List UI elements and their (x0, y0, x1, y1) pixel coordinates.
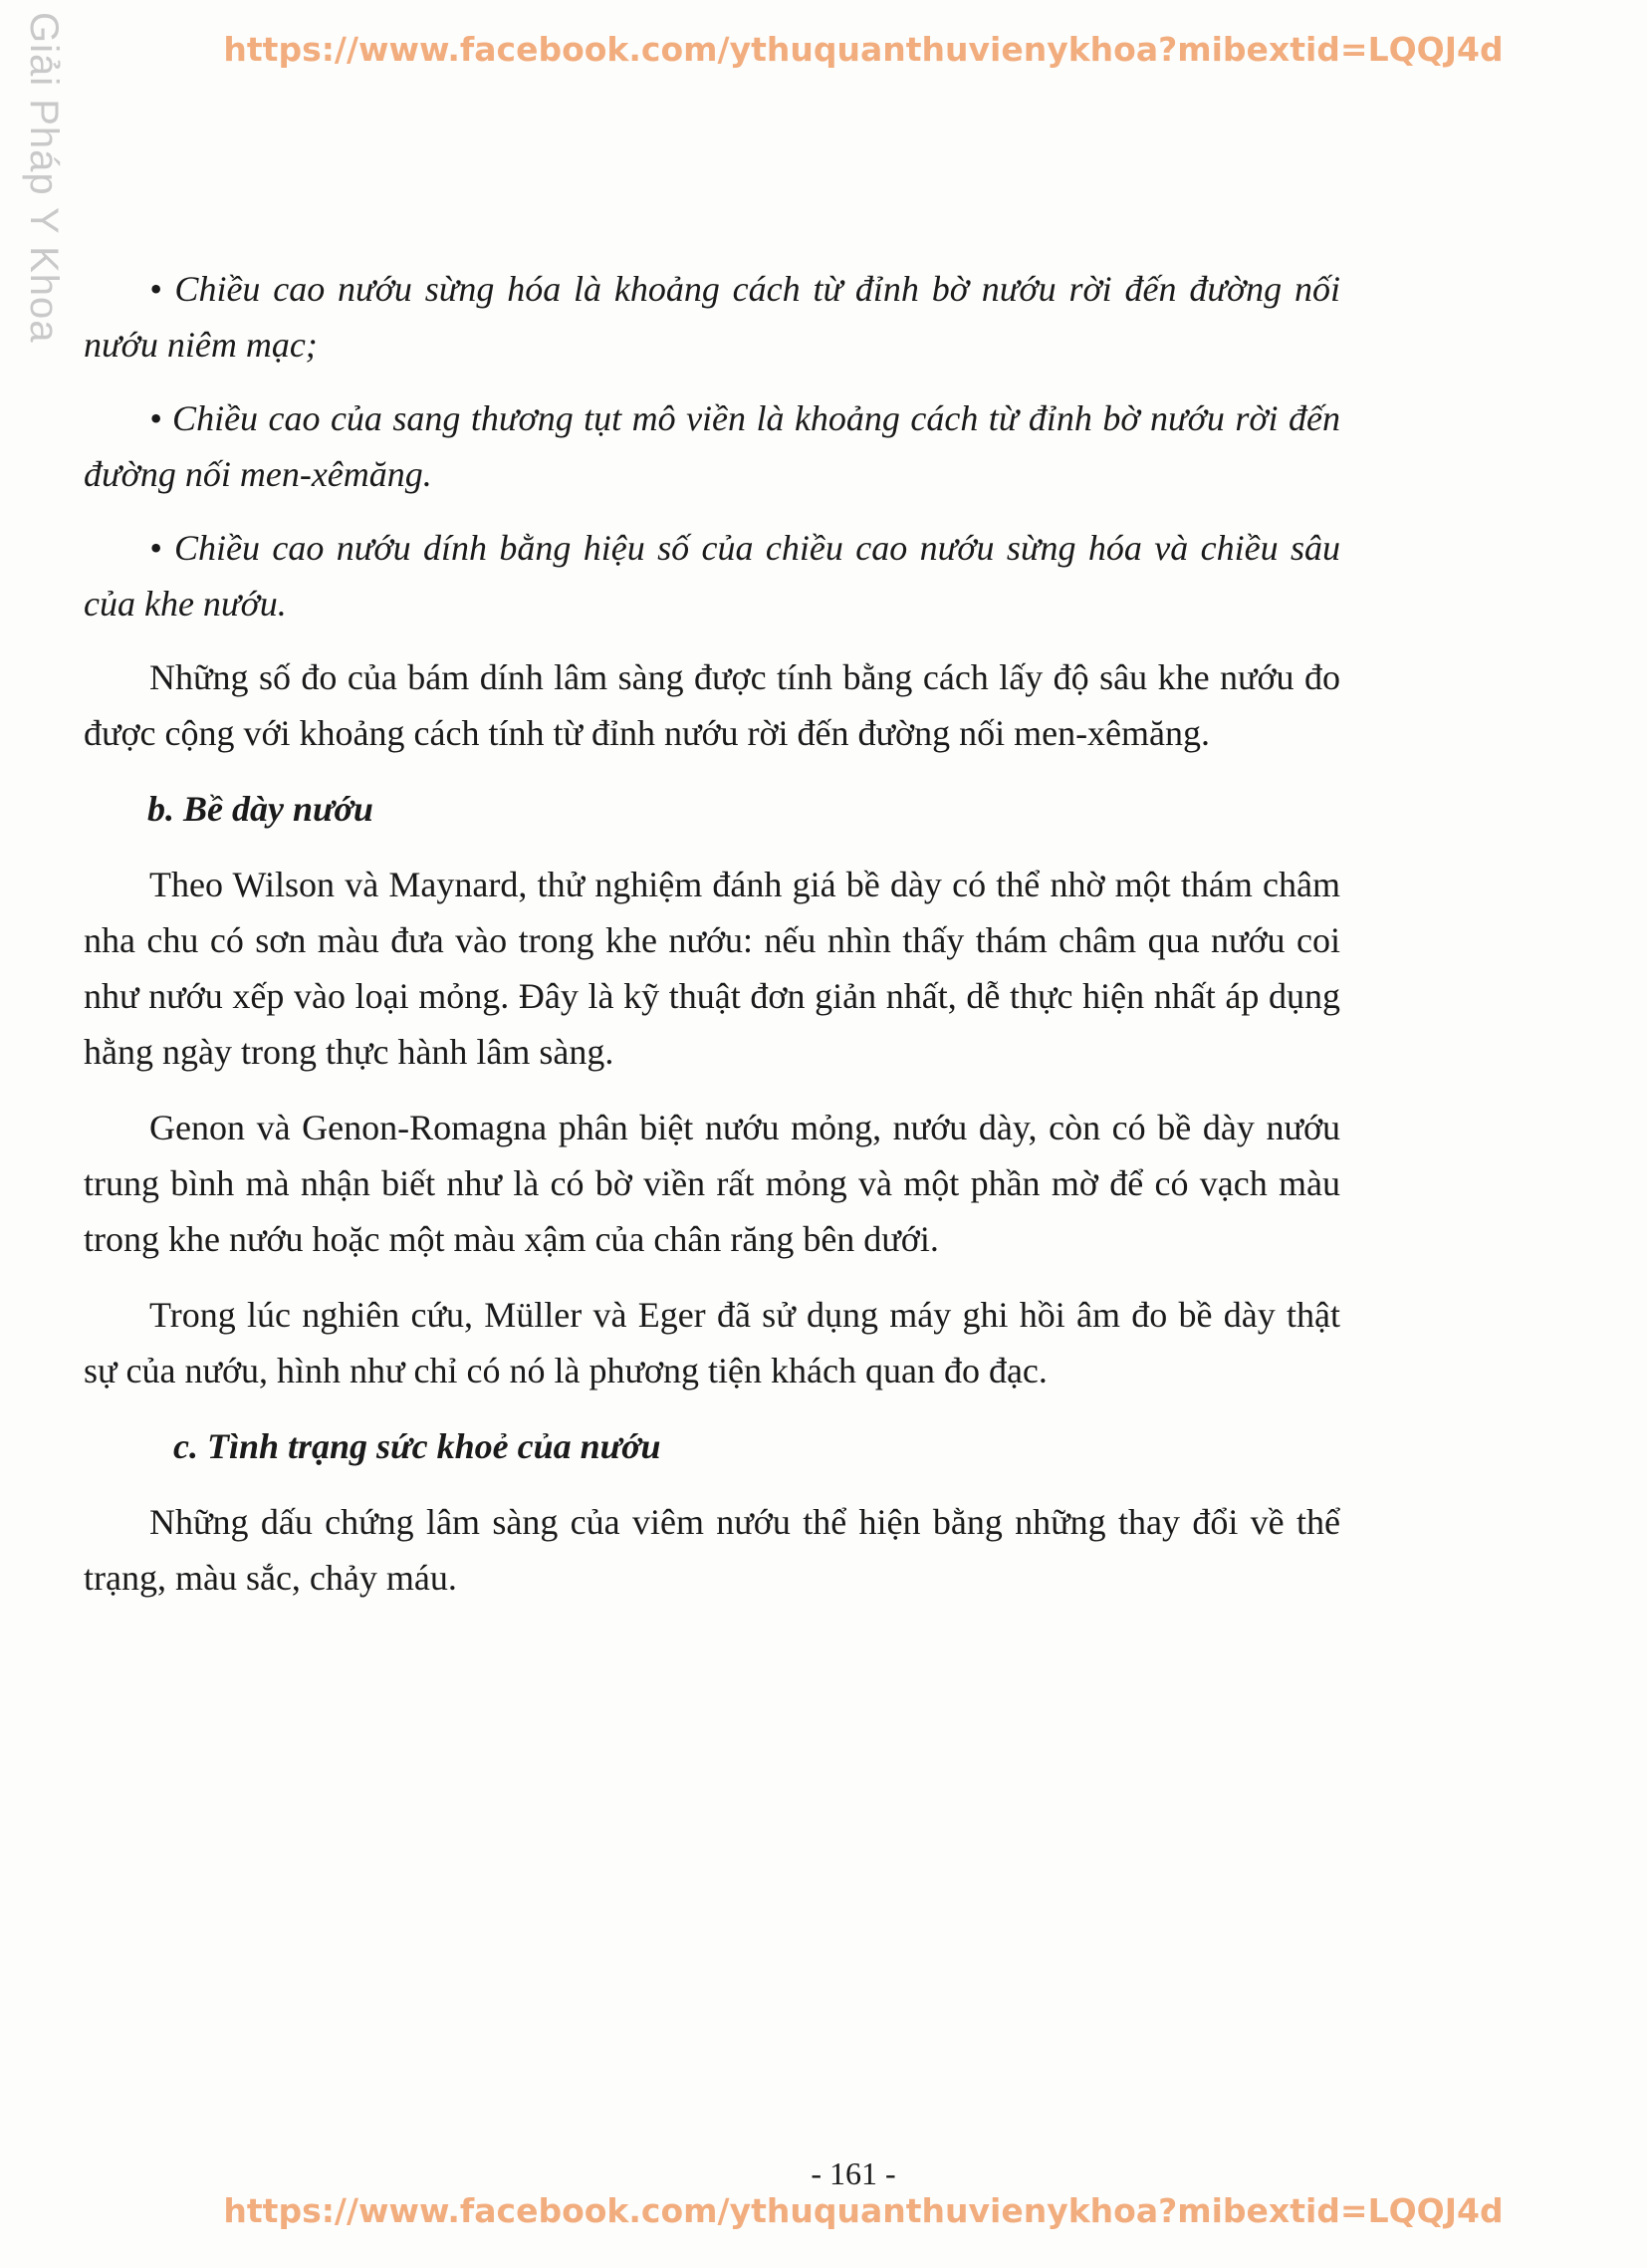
body-paragraph: Những số đo của bám dính lâm sàng được tính bằng cách lấy độ sâu khe nướu đo được cộng với khoảng cách tính từ đỉnh nướu rời đến đường nối men-xêmăng. (84, 657, 1340, 753)
body-paragraph: Genon và Genon-Romagna phân biệt nướu mỏng, nướu dày, còn có bề dày nướu trung bình mà nhận biết như là có bờ viền rất mỏng và một phần mờ để có vạch màu trong khe nướu hoặc một màu xậm của chân răng bên dưới. (84, 1108, 1340, 1259)
bullet-item: • Chiều cao nướu sừng hóa là khoảng cách từ đỉnh bờ nướu rời đến đường nối nướu niêm mạc; (84, 269, 1340, 365)
body-paragraph: Trong lúc nghiên cứu, Müller và Eger đã sử dụng máy ghi hồi âm đo bề dày thật sự của nướu, hình như chỉ có nó là phương tiện khách quan đo đạc. (84, 1295, 1340, 1390)
watermark-link-top[interactable]: https://www.facebook.com/ythuquanthuvienykhoa?mibextid=LQQJ4d (223, 30, 1504, 69)
side-watermark-text: Giải Pháp Y Khoa (22, 12, 66, 344)
watermark-link-bottom[interactable]: https://www.facebook.com/ythuquanthuvienykhoa?mibextid=LQQJ4d (223, 2191, 1504, 2230)
page-content (84, 261, 1340, 1626)
page-number: - 161 - (811, 2155, 896, 2191)
section-heading-b: b. Bề dày nướu (147, 789, 373, 829)
body-paragraph: Những dấu chứng lâm sàng của viêm nướu thể hiện bằng những thay đổi về thể trạng, màu sắc, chảy máu. (84, 1502, 1340, 1598)
bullet-item: • Chiều cao nướu dính bằng hiệu số của chiều cao nướu sừng hóa và chiều sâu của khe nướu. (84, 528, 1340, 624)
section-heading-c: c. Tình trạng sức khoẻ của nướu (173, 1426, 661, 1466)
bullet-item: • Chiều cao của sang thương tụt mô viền là khoảng cách từ đỉnh bờ nướu rời đến đường nối men-xêmăng. (84, 398, 1340, 494)
body-paragraph: Theo Wilson và Maynard, thử nghiệm đánh giá bề dày có thể nhờ một thám châm nha chu có sơn màu đưa vào trong khe nướu: nếu nhìn thấy thám châm qua nướu coi như nướu xếp vào loại mỏng. Đây là kỹ thuật đơn giản nhất, dễ thực hiện nhất áp dụng hằng ngày trong thực hành lâm sàng. (84, 865, 1340, 1072)
